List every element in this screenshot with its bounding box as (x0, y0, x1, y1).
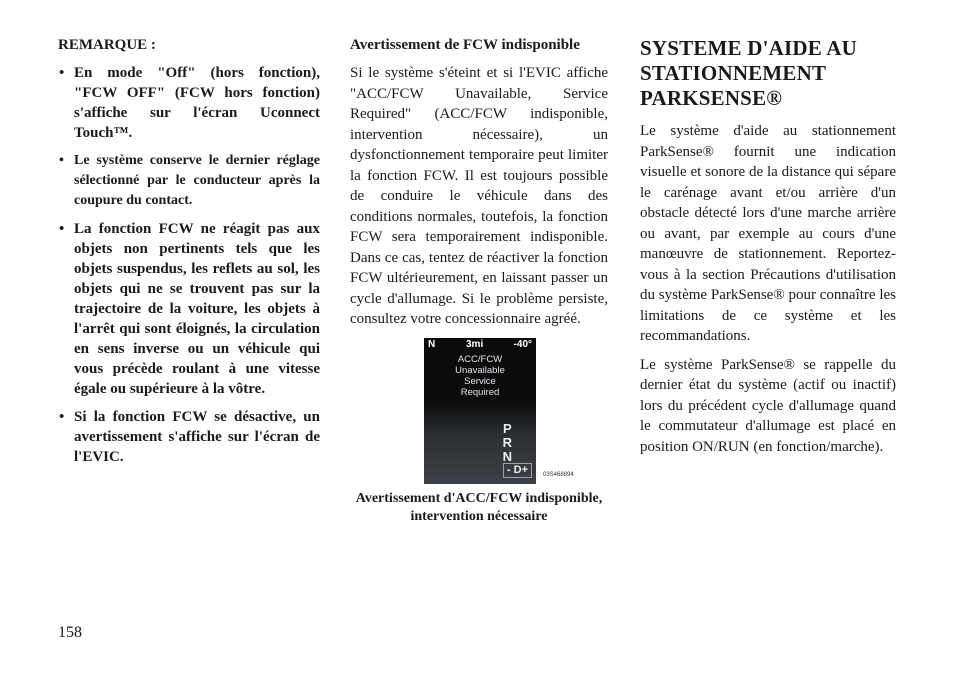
gear-drive: D+ (513, 463, 528, 476)
evic-figure (350, 338, 608, 526)
evic-display-image (424, 338, 536, 484)
page-number: 158 (58, 624, 82, 641)
gear-reverse: R (502, 434, 512, 450)
parksense-section-title: SYSTEME D'AIDE AU STATIONNEMENT PARKSENSE® (640, 36, 857, 110)
figure-caption: Avertissement d'ACC/FCW indisponible, intervention nécessaire (355, 490, 603, 524)
fcw-unavailable-heading: Avertissement de FCW indisponible (350, 37, 580, 53)
gear-indicator (503, 422, 512, 464)
bullet-fcw-off: • En mode "Off" (hors fonction), "FCW OFF" (FCW hors fonction) s'affiche sur l'écran Uconnect Touch™. (58, 63, 320, 143)
parksense-paragraph-2: Le système ParkSense® se rappelle du dernier état du système (actif ou inactif) lors du précédent cycle d'allumage quand le commutateur d'allumage est placé en position ON/RUN (en fonction/marche). (640, 356, 896, 455)
compass-reading: N (428, 338, 436, 350)
gear-neutral: N (502, 448, 512, 464)
parksense-paragraph-1: Le système d'aide au stationnement ParkSense® fournit une indication visuelle et sonore de la distance qui sépare le carénage avant et/ou arrière d'un obstacle détecté lors d'une marche arrière ou avant, par exemple au cours d'une manœuvre de stationnement. Reportez-vous à la section Précautions d'utilisation du système ParkSense® pour connaître les limitations de ce système et les recommandations. (640, 123, 896, 344)
left-column (58, 36, 320, 475)
temperature-reading: -40° (513, 338, 532, 350)
bullet-fcw-limitations: • La fonction FCW ne réagit pas aux objets non pertinents tels que les objets suspendus, les reflets au sol, les objets qui ne se trouvent pas sur la trajectoire de la voiture, les objets à l'arrêt qui sont éloignés, la circulation en sens inverse ou un véhicule qui vous précède roulant à une vitesse égale ou supérieure à la vôtre. (58, 219, 320, 399)
evic-warning-message (424, 354, 536, 398)
note-bullet-list (58, 63, 320, 467)
bullet-last-setting: • Le système conserve le dernier réglage sélectionné par le conducteur après la coupure du contact. (58, 151, 320, 211)
evic-message-line: Service (464, 375, 496, 387)
evic-message-line: ACC/FCW (457, 353, 503, 365)
bullet-fcw-disabled: • Si la fonction FCW se désactive, un avertissement s'affiche sur l'écran de l'EVIC. (58, 407, 320, 467)
middle-column (350, 36, 608, 526)
fcw-unavailable-paragraph: Si le système s'éteint et si l'EVIC affiche "ACC/FCW Unavailable, Service Required" (ACC/FCW indisponible, intervention nécessaire), un dysfonctionnement temporaire peut limiter la fonction FCW. Il est toujours possible de conduire le véhicule dans des conditions normales, toutefois, la fonction FCW sera temporairement indisponible. Dans ce cas, tentez de réactiver la fonction FCW ultérieurement, en laissant passer un cycle d'allumage. Si le problème persiste, consultez votre concessionnaire agréé. (350, 65, 608, 327)
evic-message-line: Unavailable (455, 364, 505, 376)
note-heading: REMARQUE : (58, 37, 156, 53)
evic-status-bar (424, 338, 536, 351)
gear-drive-box (503, 463, 532, 478)
right-column (640, 36, 896, 465)
gear-minus: - (506, 463, 511, 476)
figure-code: 03S468894 (543, 471, 574, 478)
evic-message-line: Required (460, 386, 500, 398)
range-reading: 3mi (466, 338, 484, 350)
gear-park: P (502, 420, 512, 436)
